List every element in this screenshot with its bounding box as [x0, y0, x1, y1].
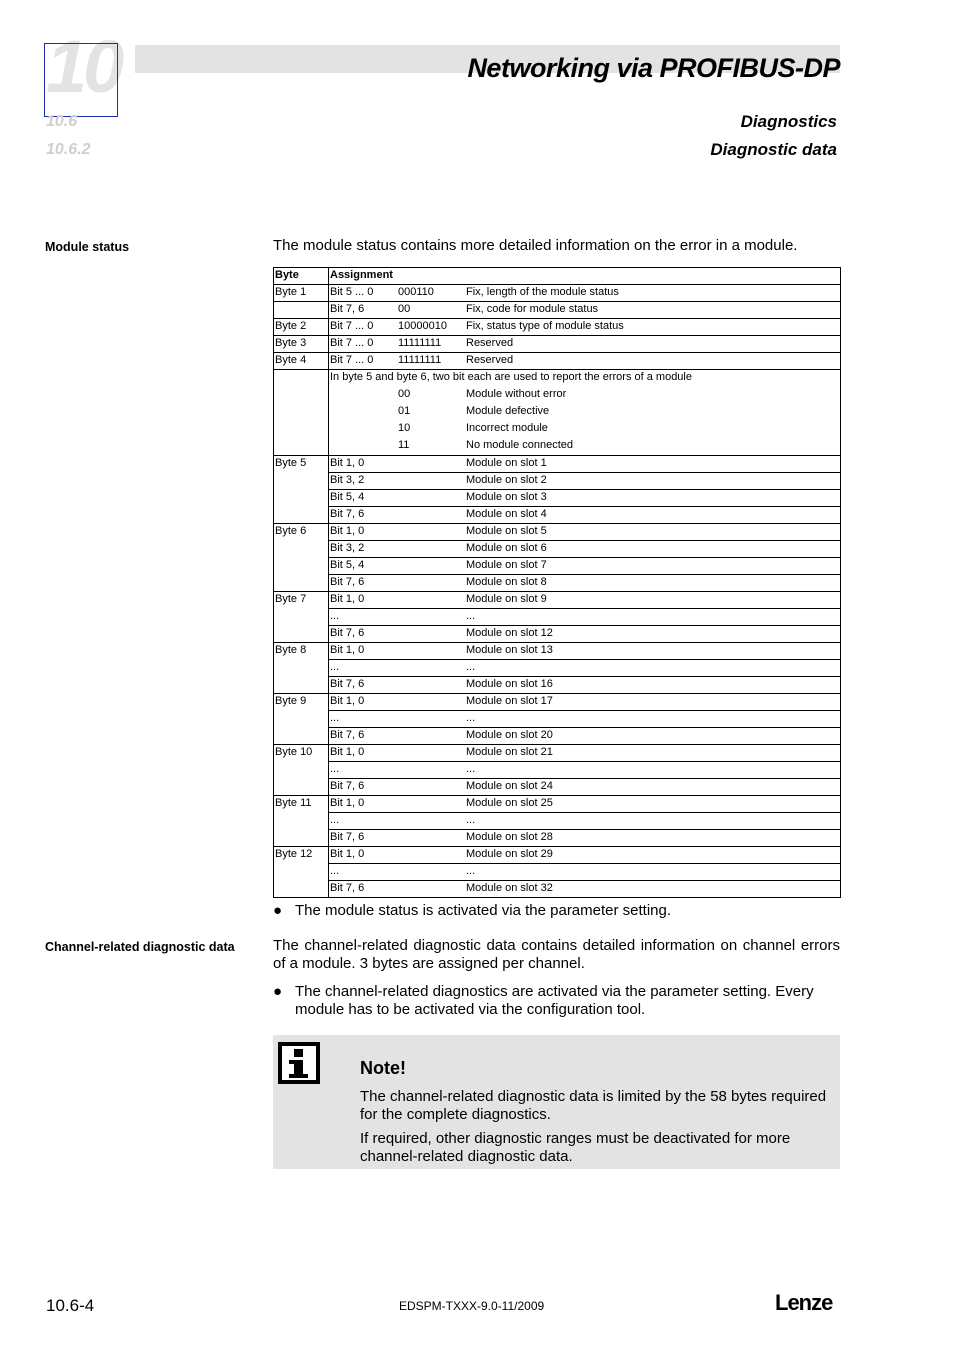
table-row — [274, 745, 841, 762]
assignment-cell — [329, 796, 841, 813]
bits-text: Bit 5, 4 — [330, 559, 365, 571]
channel-diag-text: The channel-related diagnostic data contains detailed information on channel errors of a module. 3 bytes are assigned per channel. — [273, 937, 840, 972]
assignment-cell — [329, 609, 841, 626]
table-row — [274, 336, 841, 353]
table-row — [274, 285, 841, 302]
description-text: Module on slot 12 — [466, 627, 553, 639]
bits-text: Bit 7, 6 — [330, 627, 365, 639]
byte-cell: Byte 11 — [274, 796, 329, 847]
bits-text: ... — [330, 763, 340, 775]
table-row — [274, 728, 841, 745]
byte-cell: Byte 5 — [274, 456, 329, 524]
table-row — [274, 490, 841, 507]
table-row — [274, 353, 841, 370]
description-text: Module on slot 24 — [466, 780, 553, 792]
byte-cell: Byte 12 — [274, 847, 329, 898]
table-row — [274, 643, 841, 660]
error-code-line — [330, 438, 839, 455]
byte-cell: Byte 8 — [274, 643, 329, 694]
table-row — [274, 694, 841, 711]
description-text: ... — [466, 763, 476, 775]
table-row — [274, 881, 841, 898]
bits-text: Bit 7 ... 0 — [330, 320, 374, 332]
byte-cell: Byte 9 — [274, 694, 329, 745]
table-row — [274, 558, 841, 575]
assignment-cell — [329, 592, 841, 609]
document-id: EDSPM-TXXX-9.0-11/2009 — [399, 1299, 545, 1313]
bits-text: Bit 5, 4 — [330, 491, 365, 503]
description-text: Module on slot 8 — [466, 576, 547, 588]
description-text: Module on slot 4 — [466, 508, 547, 520]
table-row — [274, 796, 841, 813]
description-text: Module on slot 25 — [466, 797, 553, 809]
table-row — [274, 319, 841, 336]
table-row — [274, 660, 841, 677]
table-row — [274, 711, 841, 728]
table-row — [274, 830, 841, 847]
bullet-text: The channel-related diagnostics are activated via the parameter setting. Every module has to be activated via the configuration tool. — [295, 983, 814, 1018]
bits-text: Bit 1, 0 — [330, 593, 365, 605]
description-text: Module on slot 9 — [466, 593, 547, 605]
description-text: Module on slot 20 — [466, 729, 553, 741]
table-row — [274, 575, 841, 592]
table-row — [274, 762, 841, 779]
value-text: 00 — [398, 303, 411, 315]
assignment-cell — [329, 864, 841, 881]
assignment-cell — [329, 319, 841, 336]
description-text: ... — [466, 865, 476, 877]
error-desc: Module without error — [466, 388, 567, 400]
bits-text: Bit 1, 0 — [330, 644, 365, 656]
byte-cell — [274, 370, 329, 456]
description-text: Module on slot 16 — [466, 678, 553, 690]
assignment-cell — [329, 370, 841, 456]
table-row — [274, 370, 841, 456]
byte-cell: Byte 3 — [274, 336, 329, 353]
bits-text: Bit 7 ... 0 — [330, 354, 374, 366]
bits-text: Bit 7, 6 — [330, 882, 365, 894]
assignment-cell — [329, 694, 841, 711]
assignment-cell — [329, 507, 841, 524]
description-text: Fix, length of the module status — [466, 286, 619, 298]
lenze-logo: Lenze — [775, 1290, 833, 1315]
bits-text: Bit 1, 0 — [330, 797, 365, 809]
table-row — [274, 302, 841, 319]
assignment-cell — [329, 745, 841, 762]
description-text: Reserved — [466, 337, 514, 349]
assignment-cell — [329, 302, 841, 319]
bits-text: Bit 7, 6 — [330, 576, 365, 588]
byte-cell — [274, 302, 329, 319]
table-header-row — [274, 268, 841, 285]
table-row — [274, 592, 841, 609]
table-row — [274, 541, 841, 558]
value-text: 000110 — [398, 286, 434, 298]
assignment-cell — [329, 779, 841, 796]
error-desc: Module defective — [466, 405, 550, 417]
bits-text: Bit 3, 2 — [330, 542, 365, 554]
description-text: ... — [466, 814, 476, 826]
description-text: Module on slot 3 — [466, 491, 547, 503]
assignment-cell — [329, 524, 841, 541]
section-number: 10.6 — [46, 113, 78, 130]
bits-text: Bit 5 ... 0 — [330, 286, 374, 298]
assignment-cell — [329, 728, 841, 745]
bullet-text: The module status is activated via the parameter setting. — [295, 902, 672, 919]
channel-diag-label: Channel-related diagnostic data — [45, 940, 235, 954]
description-text: ... — [466, 610, 476, 622]
assignment-cell — [329, 575, 841, 592]
chapter-box — [44, 43, 118, 117]
description-text: Fix, code for module status — [466, 303, 599, 315]
value-text: 11111111 — [398, 337, 442, 349]
module-status-intro: The module status contains more detailed information on the error in a module. — [273, 237, 798, 254]
byte-cell: Byte 7 — [274, 592, 329, 643]
table-row — [274, 626, 841, 643]
description-text: Module on slot 32 — [466, 882, 553, 894]
description-text: Module on slot 5 — [466, 525, 547, 537]
description-text: Reserved — [466, 354, 514, 366]
description-text: Module on slot 13 — [466, 644, 553, 656]
bits-text: Bit 7, 6 — [330, 678, 365, 690]
table-row — [274, 507, 841, 524]
error-code: 01 — [398, 405, 411, 417]
error-desc: No module connected — [466, 439, 574, 451]
table-row — [274, 609, 841, 626]
header-byte: Byte — [274, 268, 329, 285]
bits-text: Bit 1, 0 — [330, 695, 365, 707]
info-icon — [278, 1042, 320, 1084]
bits-text: Bit 1, 0 — [330, 848, 365, 860]
description-text: Module on slot 17 — [466, 695, 553, 707]
module-status-table — [273, 267, 841, 898]
assignment-cell — [329, 353, 841, 370]
bits-text: ... — [330, 865, 340, 877]
assignment-cell — [329, 813, 841, 830]
value-text: 10000010 — [398, 320, 447, 332]
bits-text: Bit 7, 6 — [330, 780, 365, 792]
table-row — [274, 677, 841, 694]
note-text-1: The channel-related diagnostic data is limited by the 58 bytes required for the complete diagnostics. — [360, 1088, 827, 1123]
bits-text: Bit 7, 6 — [330, 508, 365, 520]
byte-cell: Byte 10 — [274, 745, 329, 796]
bits-text: Bit 7, 6 — [330, 303, 365, 315]
assignment-cell — [329, 881, 841, 898]
byte-cell: Byte 6 — [274, 524, 329, 592]
assignment-cell — [329, 473, 841, 490]
assignment-cell — [329, 643, 841, 660]
bits-text: Bit 3, 2 — [330, 474, 365, 486]
page-number: 10.6-4 — [46, 1296, 95, 1315]
note-text-2: If required, other diagnostic ranges must be deactivated for more channel-related diagnostic data. — [360, 1130, 791, 1165]
error-code-line — [330, 404, 839, 421]
description-text: ... — [466, 661, 476, 673]
byte-cell: Byte 2 — [274, 319, 329, 336]
subsection-number: 10.6.2 — [46, 141, 91, 158]
table-row — [274, 813, 841, 830]
description-text: Module on slot 21 — [466, 746, 553, 758]
bits-text: ... — [330, 610, 340, 622]
module-status-label: Module status — [45, 240, 130, 254]
bits-text: Bit 1, 0 — [330, 746, 365, 758]
error-code: 10 — [398, 422, 411, 434]
bits-text: Bit 7, 6 — [330, 729, 365, 741]
assignment-cell — [329, 541, 841, 558]
bits-text: Bit 1, 0 — [330, 457, 365, 469]
subsection-title: Diagnostic data — [710, 140, 837, 159]
description-text: Module on slot 28 — [466, 831, 553, 843]
error-desc: Incorrect module — [466, 422, 548, 434]
section-title: Diagnostics — [740, 112, 837, 131]
error-code-line — [330, 421, 839, 438]
byte-cell: Byte 4 — [274, 353, 329, 370]
error-note: In byte 5 and byte 6, two bit each are used to report the errors of a module — [330, 371, 692, 383]
bits-text: Bit 7 ... 0 — [330, 337, 374, 349]
bits-text: ... — [330, 712, 340, 724]
description-text: Module on slot 7 — [466, 559, 547, 571]
assignment-cell — [329, 711, 841, 728]
description-text: Module on slot 29 — [466, 848, 553, 860]
description-text: ... — [466, 712, 476, 724]
chapter-number: 10 — [46, 25, 121, 108]
bullet-icon: ● — [273, 983, 283, 1000]
error-code-line — [330, 387, 839, 404]
bits-text: Bit 1, 0 — [330, 525, 365, 537]
table-row — [274, 473, 841, 490]
table-row — [274, 864, 841, 881]
assignment-cell — [329, 830, 841, 847]
description-text: Module on slot 2 — [466, 474, 547, 486]
assignment-cell — [329, 558, 841, 575]
table-row — [274, 524, 841, 541]
description-text: Module on slot 6 — [466, 542, 547, 554]
error-code: 11 — [398, 439, 410, 451]
table-row — [274, 779, 841, 796]
assignment-cell — [329, 847, 841, 864]
description-text: Module on slot 1 — [466, 457, 547, 469]
description-text: Fix, status type of module status — [466, 320, 624, 332]
note-title: Note! — [360, 1058, 406, 1078]
assignment-cell — [329, 660, 841, 677]
bits-text: Bit 7, 6 — [330, 831, 365, 843]
table-row — [274, 847, 841, 864]
value-text: 11111111 — [398, 354, 442, 366]
bullet-icon: ● — [273, 902, 283, 919]
assignment-cell — [329, 626, 841, 643]
header-assignment: Assignment — [329, 268, 841, 285]
bits-text: ... — [330, 814, 340, 826]
table-row — [274, 456, 841, 473]
error-code: 00 — [398, 388, 411, 400]
assignment-cell — [329, 677, 841, 694]
assignment-cell — [329, 762, 841, 779]
bits-text: ... — [330, 661, 340, 673]
assignment-cell — [329, 285, 841, 302]
assignment-cell — [329, 456, 841, 473]
byte-cell: Byte 1 — [274, 285, 329, 302]
assignment-cell — [329, 336, 841, 353]
assignment-cell — [329, 490, 841, 507]
page-title: Networking via PROFIBUS-DP — [467, 53, 840, 83]
